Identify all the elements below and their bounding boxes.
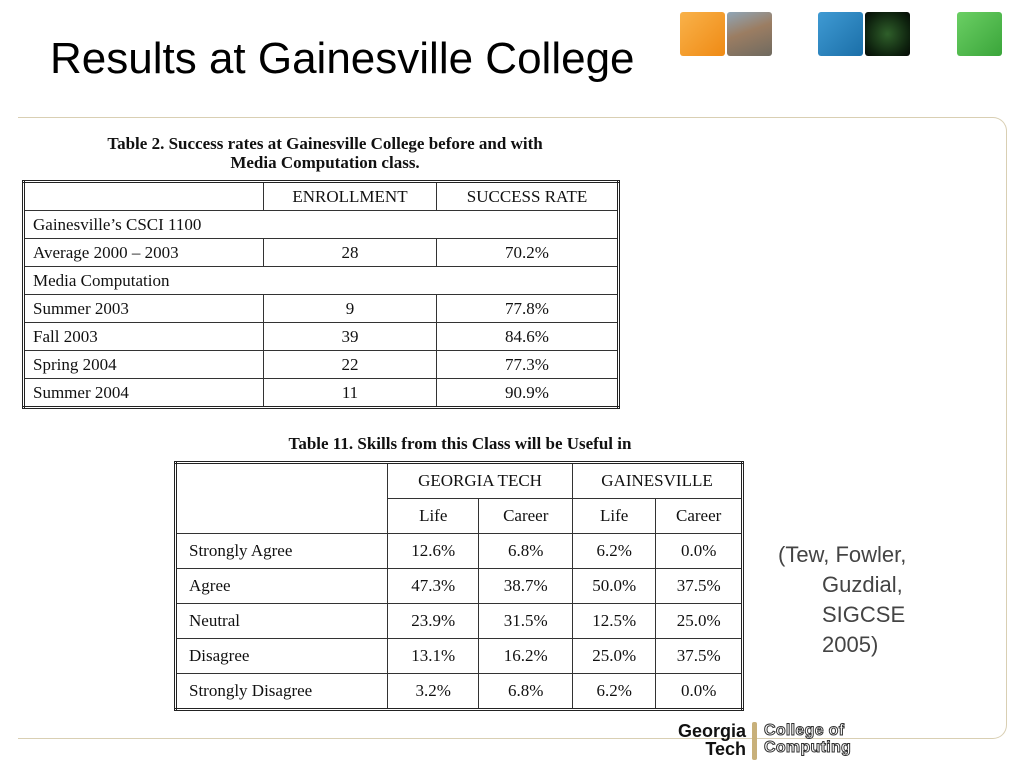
rate-cell: 70.2%: [437, 239, 619, 267]
value-cell: 50.0%: [573, 569, 656, 604]
value-cell: 16.2%: [479, 639, 573, 674]
value-cell: 25.0%: [573, 639, 656, 674]
logo-divider: [752, 722, 757, 760]
table2-caption-line2: Media Computation class.: [230, 153, 420, 172]
college-of-computing-wordmark: [764, 722, 851, 756]
section-label: Gainesville’s CSCI 1100: [24, 211, 619, 239]
citation-line: (Tew, Fowler,: [778, 542, 907, 567]
green-tile: [957, 12, 1002, 56]
row-label: Disagree: [176, 639, 388, 674]
citation-line: SIGCSE: [822, 602, 906, 627]
table-row: [176, 534, 743, 569]
college-line2: Computing: [764, 739, 852, 756]
subheader-cell: Life: [573, 499, 656, 534]
row-label: Summer 2004: [24, 379, 264, 408]
value-cell: 38.7%: [479, 569, 573, 604]
value-cell: 37.5%: [656, 569, 743, 604]
section-label: Media Computation: [24, 267, 619, 295]
row-label: Strongly Disagree: [176, 674, 388, 710]
georgia-tech-logo: [656, 722, 896, 762]
row-label: Agree: [176, 569, 388, 604]
table-row: [176, 674, 743, 710]
value-cell: 0.0%: [656, 534, 743, 569]
row-label: Spring 2004: [24, 351, 264, 379]
value-cell: 12.5%: [573, 604, 656, 639]
citation-line: Guzdial,: [822, 572, 903, 597]
enrollment-cell: 28: [264, 239, 437, 267]
table2-header-row: [24, 182, 619, 211]
table2-caption: [20, 134, 630, 172]
row-label: Strongly Agree: [176, 534, 388, 569]
table-row: [24, 351, 619, 379]
value-cell: 23.9%: [388, 604, 479, 639]
blue-tile: [818, 12, 863, 56]
georgia-tech-wordmark: [656, 722, 746, 758]
table-header-cell: ENROLLMENT: [264, 182, 437, 211]
value-cell: 6.2%: [573, 674, 656, 710]
table-row: [176, 639, 743, 674]
table-header-cell: SUCCESS RATE: [437, 182, 619, 211]
row-label: Average 2000 – 2003: [24, 239, 264, 267]
logo-line2: Tech: [705, 739, 746, 759]
value-cell: 3.2%: [388, 674, 479, 710]
globe-photo-tile: [865, 12, 910, 56]
skills-usefulness-table: [174, 461, 744, 711]
slide-title: Results at Gainesville College: [50, 34, 635, 83]
value-cell: 6.2%: [573, 534, 656, 569]
table-header-cell: [24, 182, 264, 211]
table2-caption-line1: Table 2. Success rates at Gainesville College before and with: [107, 134, 543, 153]
enrollment-cell: 22: [264, 351, 437, 379]
college-line1: College of: [764, 722, 845, 739]
table-row: [24, 239, 619, 267]
value-cell: 47.3%: [388, 569, 479, 604]
enrollment-cell: 11: [264, 379, 437, 408]
rate-cell: 84.6%: [437, 323, 619, 351]
value-cell: 6.8%: [479, 674, 573, 710]
rate-cell: 77.8%: [437, 295, 619, 323]
orange-tile: [680, 12, 725, 56]
rate-cell: 77.3%: [437, 351, 619, 379]
table-row: [24, 379, 619, 408]
row-label: Fall 2003: [24, 323, 264, 351]
table-row: [176, 604, 743, 639]
table-row: [24, 295, 619, 323]
value-cell: 25.0%: [656, 604, 743, 639]
enrollment-cell: 9: [264, 295, 437, 323]
group-header-georgia-tech: GEORGIA TECH: [388, 463, 573, 499]
table11-group-header-row: [176, 463, 743, 499]
table-row: [24, 323, 619, 351]
subheader-cell: Career: [656, 499, 743, 534]
value-cell: 6.8%: [479, 534, 573, 569]
table-row: [176, 569, 743, 604]
value-cell: 37.5%: [656, 639, 743, 674]
group-header-gainesville: GAINESVILLE: [573, 463, 743, 499]
citation-line: 2005): [822, 632, 879, 657]
empty-header-cell: [176, 463, 388, 534]
success-rates-table: [22, 180, 620, 409]
row-label: Summer 2003: [24, 295, 264, 323]
citation: [778, 540, 978, 660]
value-cell: 12.6%: [388, 534, 479, 569]
campus-photo-tile: [727, 12, 772, 56]
subheader-cell: Career: [479, 499, 573, 534]
value-cell: 31.5%: [479, 604, 573, 639]
row-label: Neutral: [176, 604, 388, 639]
value-cell: 13.1%: [388, 639, 479, 674]
table2-section-row: [24, 267, 619, 295]
enrollment-cell: 39: [264, 323, 437, 351]
logo-line1: Georgia: [677, 721, 746, 741]
table11-caption: Table 11. Skills from this Class will be Useful in: [288, 434, 632, 453]
subheader-cell: Life: [388, 499, 479, 534]
table2-section-row: [24, 211, 619, 239]
value-cell: 0.0%: [656, 674, 743, 710]
rate-cell: 90.9%: [437, 379, 619, 408]
